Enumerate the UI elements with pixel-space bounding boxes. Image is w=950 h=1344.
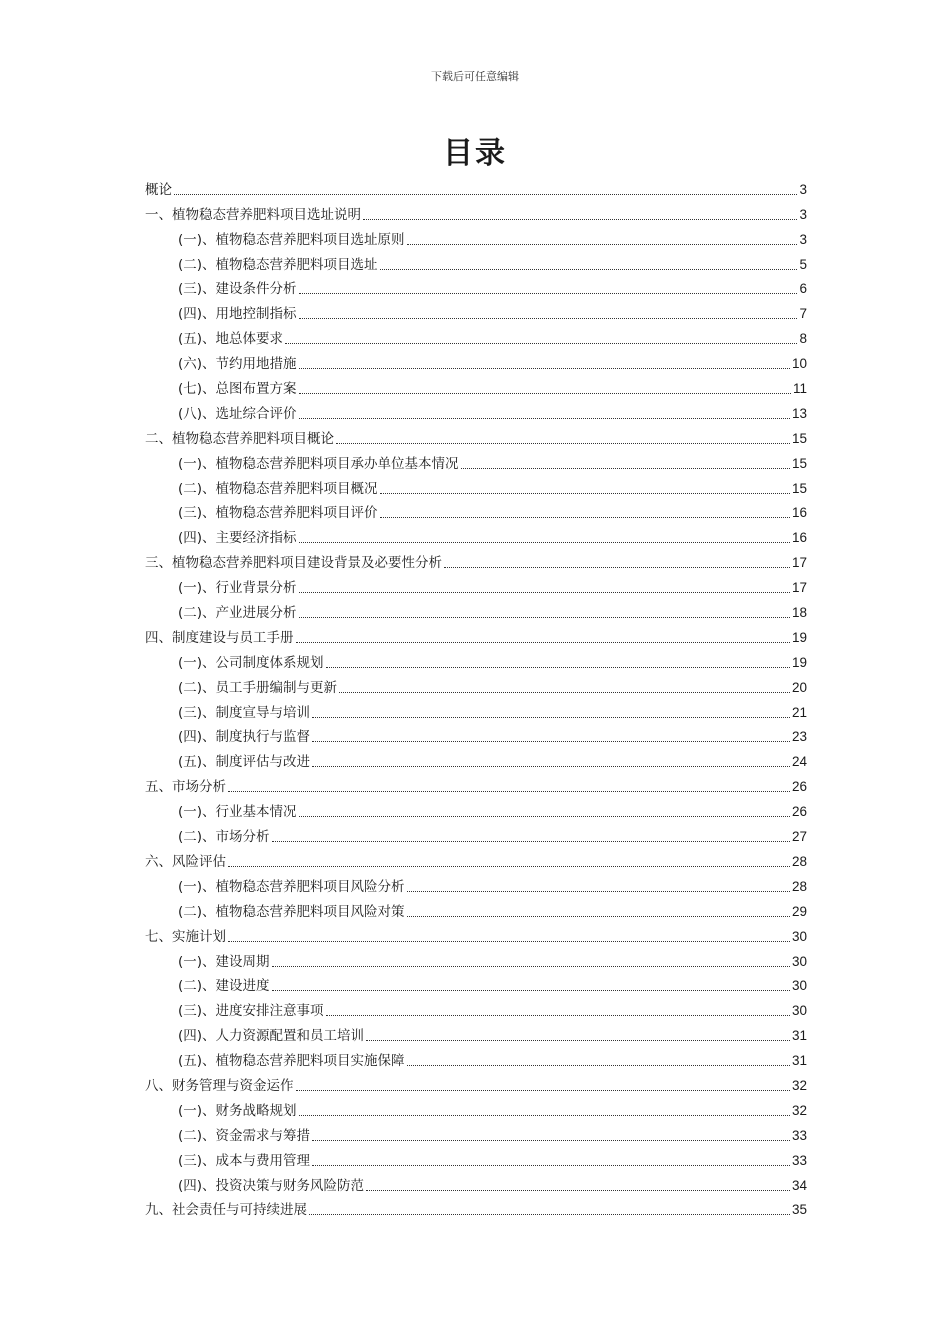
toc-entry[interactable] xyxy=(145,1020,807,1045)
toc-entry-label: 八、财务管理与资金运作 xyxy=(145,1077,294,1094)
toc-entry-label: (四)、主要经济指标 xyxy=(178,530,297,547)
toc-leader-dots xyxy=(299,392,791,394)
toc-entry-label: 五、市场分析 xyxy=(145,779,226,796)
toc-entry[interactable] xyxy=(145,572,807,597)
toc-entry[interactable] xyxy=(145,224,807,249)
toc-entry-page: 24 xyxy=(791,754,807,770)
toc-entry-label: (五)、制度评估与改进 xyxy=(178,754,311,771)
toc-entry-label: (二)、产业进展分析 xyxy=(178,605,297,622)
toc-leader-dots xyxy=(285,342,797,344)
toc-entry-label: (二)、植物稳态营养肥料项目选址 xyxy=(178,256,378,273)
toc-leader-dots xyxy=(407,915,790,917)
toc-leader-dots xyxy=(228,865,790,867)
toc-entry-page: 29 xyxy=(791,903,807,919)
page-title: 目录 xyxy=(443,136,507,171)
toc-entry-label: 一、植物稳态营养肥料项目选址说明 xyxy=(145,206,361,223)
toc-entry-page: 3 xyxy=(799,231,807,247)
toc-leader-dots xyxy=(299,317,798,319)
toc-entry[interactable] xyxy=(145,1195,807,1220)
toc-leader-dots xyxy=(272,965,790,967)
toc-entry-page: 19 xyxy=(791,629,807,645)
toc-entry[interactable] xyxy=(145,697,807,722)
toc-leader-dots xyxy=(312,1139,790,1141)
toc-leader-dots xyxy=(299,417,790,419)
toc-entry-page: 3 xyxy=(799,206,807,222)
toc-entry[interactable] xyxy=(145,597,807,622)
toc-entry[interactable] xyxy=(145,1120,807,1145)
toc-entry-label: (一)、植物稳态营养肥料项目风险分析 xyxy=(178,878,405,895)
toc-leader-dots xyxy=(407,890,790,892)
toc-entry-page: 26 xyxy=(791,804,807,820)
table-of-contents xyxy=(145,174,807,1219)
toc-entry[interactable] xyxy=(145,448,807,473)
toc-leader-dots xyxy=(407,1064,790,1066)
toc-entry-label: (一)、植物稳态营养肥料项目承办单位基本情况 xyxy=(178,455,459,472)
toc-entry[interactable] xyxy=(145,1170,807,1195)
toc-entry-page: 15 xyxy=(791,455,807,471)
toc-entry[interactable] xyxy=(145,672,807,697)
toc-entry-label: 四、制度建设与员工手册 xyxy=(145,629,294,646)
toc-leader-dots xyxy=(299,616,790,618)
toc-entry-label: 概论 xyxy=(145,181,172,198)
toc-leader-dots xyxy=(299,367,790,369)
toc-entry-label: 三、植物稳态营养肥料项目建设背景及必要性分析 xyxy=(145,555,442,572)
toc-entry-page: 30 xyxy=(791,978,807,994)
toc-entry[interactable] xyxy=(145,821,807,846)
toc-leader-dots xyxy=(312,716,790,718)
toc-entry[interactable] xyxy=(145,473,807,498)
toc-entry-label: (二)、员工手册编制与更新 xyxy=(178,679,338,696)
page-header: 下载后可任意编辑 xyxy=(431,70,519,83)
toc-entry-page: 19 xyxy=(791,654,807,670)
toc-entry[interactable] xyxy=(145,174,807,199)
toc-entry[interactable] xyxy=(145,846,807,871)
toc-leader-dots xyxy=(299,815,790,817)
toc-leader-dots xyxy=(272,840,790,842)
toc-entry-page: 3 xyxy=(799,181,807,197)
toc-entry[interactable] xyxy=(145,1145,807,1170)
toc-entry-page: 30 xyxy=(791,953,807,969)
toc-entry[interactable] xyxy=(145,622,807,647)
toc-entry[interactable] xyxy=(145,323,807,348)
toc-leader-dots xyxy=(228,940,790,942)
toc-leader-dots xyxy=(299,292,798,294)
toc-entry[interactable] xyxy=(145,498,807,523)
toc-entry-label: (三)、植物稳态营养肥料项目评价 xyxy=(178,505,378,522)
toc-entry-label: (一)、行业背景分析 xyxy=(178,580,297,597)
toc-entry-label: (二)、市场分析 xyxy=(178,829,270,846)
toc-entry-page: 26 xyxy=(791,779,807,795)
toc-entry[interactable] xyxy=(145,348,807,373)
toc-entry-page: 33 xyxy=(791,1127,807,1143)
toc-entry-page: 27 xyxy=(791,829,807,845)
toc-entry-page: 31 xyxy=(791,1028,807,1044)
toc-entry-label: (四)、投资决策与财务风险防范 xyxy=(178,1177,365,1194)
toc-entry[interactable] xyxy=(145,896,807,921)
toc-entry-label: (六)、节约用地措施 xyxy=(178,356,297,373)
toc-entry[interactable] xyxy=(145,274,807,299)
toc-leader-dots xyxy=(299,1114,790,1116)
toc-leader-dots xyxy=(174,193,797,195)
toc-entry[interactable] xyxy=(145,746,807,771)
toc-entry-label: 二、植物稳态营养肥料项目概论 xyxy=(145,430,334,447)
toc-entry-page: 30 xyxy=(791,1003,807,1019)
toc-entry[interactable] xyxy=(145,249,807,274)
toc-entry-page: 30 xyxy=(791,928,807,944)
toc-entry-page: 28 xyxy=(791,878,807,894)
toc-leader-dots xyxy=(296,1089,790,1091)
toc-leader-dots xyxy=(312,740,790,742)
toc-entry-label: (二)、资金需求与筹措 xyxy=(178,1127,311,1144)
toc-entry-page: 17 xyxy=(791,580,807,596)
toc-entry[interactable] xyxy=(145,771,807,796)
toc-leader-dots xyxy=(336,442,790,444)
toc-entry-label: (二)、植物稳态营养肥料项目概况 xyxy=(178,480,378,497)
toc-leader-dots xyxy=(299,591,790,593)
toc-entry-label: (三)、成本与费用管理 xyxy=(178,1152,311,1169)
toc-entry[interactable] xyxy=(145,373,807,398)
toc-entry-label: (三)、建设条件分析 xyxy=(178,281,297,298)
toc-entry[interactable] xyxy=(145,647,807,672)
toc-entry-label: (一)、财务战略规划 xyxy=(178,1102,297,1119)
toc-entry[interactable] xyxy=(145,995,807,1020)
toc-entry-page: 5 xyxy=(799,256,807,272)
toc-leader-dots xyxy=(380,516,790,518)
toc-entry[interactable] xyxy=(145,1045,807,1070)
toc-entry-label: (三)、制度宣导与培训 xyxy=(178,704,311,721)
toc-entry[interactable] xyxy=(145,298,807,323)
toc-leader-dots xyxy=(339,691,790,693)
toc-entry-label: (一)、植物稳态营养肥料项目选址原则 xyxy=(178,231,405,248)
toc-leader-dots xyxy=(407,243,798,245)
toc-leader-dots xyxy=(272,989,790,991)
toc-entry[interactable] xyxy=(145,921,807,946)
toc-leader-dots xyxy=(366,1189,790,1191)
toc-entry[interactable] xyxy=(145,423,807,448)
toc-entry-page: 23 xyxy=(791,729,807,745)
toc-leader-dots xyxy=(326,666,790,668)
toc-entry-page: 15 xyxy=(791,430,807,446)
toc-entry-page: 18 xyxy=(791,605,807,621)
toc-entry[interactable] xyxy=(145,796,807,821)
toc-entry-label: (七)、总图布置方案 xyxy=(178,381,297,398)
toc-entry[interactable] xyxy=(145,199,807,224)
toc-entry-label: (一)、公司制度体系规划 xyxy=(178,654,324,671)
toc-entry-page: 15 xyxy=(791,480,807,496)
toc-entry-page: 6 xyxy=(799,281,807,297)
toc-entry-page: 34 xyxy=(791,1177,807,1193)
toc-leader-dots xyxy=(380,492,790,494)
toc-entry-page: 32 xyxy=(791,1102,807,1118)
toc-entry-label: (一)、行业基本情况 xyxy=(178,804,297,821)
toc-entry-page: 13 xyxy=(791,405,807,421)
toc-entry-label: (二)、植物稳态营养肥料项目风险对策 xyxy=(178,903,405,920)
toc-entry-label: (二)、建设进度 xyxy=(178,978,270,995)
toc-entry[interactable] xyxy=(145,547,807,572)
toc-entry[interactable] xyxy=(145,871,807,896)
toc-entry-label: (八)、选址综合评价 xyxy=(178,405,297,422)
toc-entry-page: 32 xyxy=(791,1077,807,1093)
toc-entry-page: 28 xyxy=(791,853,807,869)
toc-leader-dots xyxy=(296,641,790,643)
toc-entry-label: (四)、用地控制指标 xyxy=(178,306,297,323)
toc-entry-page: 16 xyxy=(791,530,807,546)
toc-entry-page: 10 xyxy=(791,356,807,372)
toc-entry-label: (五)、植物稳态营养肥料项目实施保障 xyxy=(178,1053,405,1070)
toc-entry[interactable] xyxy=(145,971,807,996)
toc-entry[interactable] xyxy=(145,722,807,747)
toc-entry[interactable] xyxy=(145,1095,807,1120)
toc-entry-label: 七、实施计划 xyxy=(145,928,226,945)
toc-leader-dots xyxy=(363,218,797,220)
toc-leader-dots xyxy=(312,765,790,767)
toc-entry-page: 11 xyxy=(792,381,807,397)
toc-entry-label: (一)、建设周期 xyxy=(178,953,270,970)
toc-entry-page: 21 xyxy=(791,704,807,720)
toc-entry-label: 九、社会责任与可持续进展 xyxy=(145,1202,307,1219)
toc-entry[interactable] xyxy=(145,398,807,423)
toc-entry-label: (四)、人力资源配置和员工培训 xyxy=(178,1028,365,1045)
toc-entry-label: (四)、制度执行与监督 xyxy=(178,729,311,746)
toc-entry[interactable] xyxy=(145,946,807,971)
toc-leader-dots xyxy=(366,1039,790,1041)
toc-entry[interactable] xyxy=(145,522,807,547)
toc-leader-dots xyxy=(326,1014,790,1016)
toc-entry-page: 33 xyxy=(791,1152,807,1168)
toc-leader-dots xyxy=(312,1164,790,1166)
toc-entry-label: (五)、地总体要求 xyxy=(178,331,284,348)
toc-entry-label: (三)、进度安排注意事项 xyxy=(178,1003,324,1020)
toc-entry-page: 35 xyxy=(791,1202,807,1218)
toc-leader-dots xyxy=(444,566,790,568)
toc-entry-page: 16 xyxy=(791,505,807,521)
toc-entry-page: 20 xyxy=(791,679,807,695)
toc-leader-dots xyxy=(461,467,790,469)
toc-entry-page: 7 xyxy=(799,306,807,322)
toc-leader-dots xyxy=(309,1213,790,1215)
toc-entry[interactable] xyxy=(145,1070,807,1095)
toc-entry-page: 17 xyxy=(791,555,807,571)
toc-leader-dots xyxy=(299,541,790,543)
toc-leader-dots xyxy=(228,790,790,792)
toc-leader-dots xyxy=(380,268,798,270)
toc-entry-page: 8 xyxy=(799,331,807,347)
toc-entry-label: 六、风险评估 xyxy=(145,853,226,870)
toc-entry-page: 31 xyxy=(791,1053,807,1069)
